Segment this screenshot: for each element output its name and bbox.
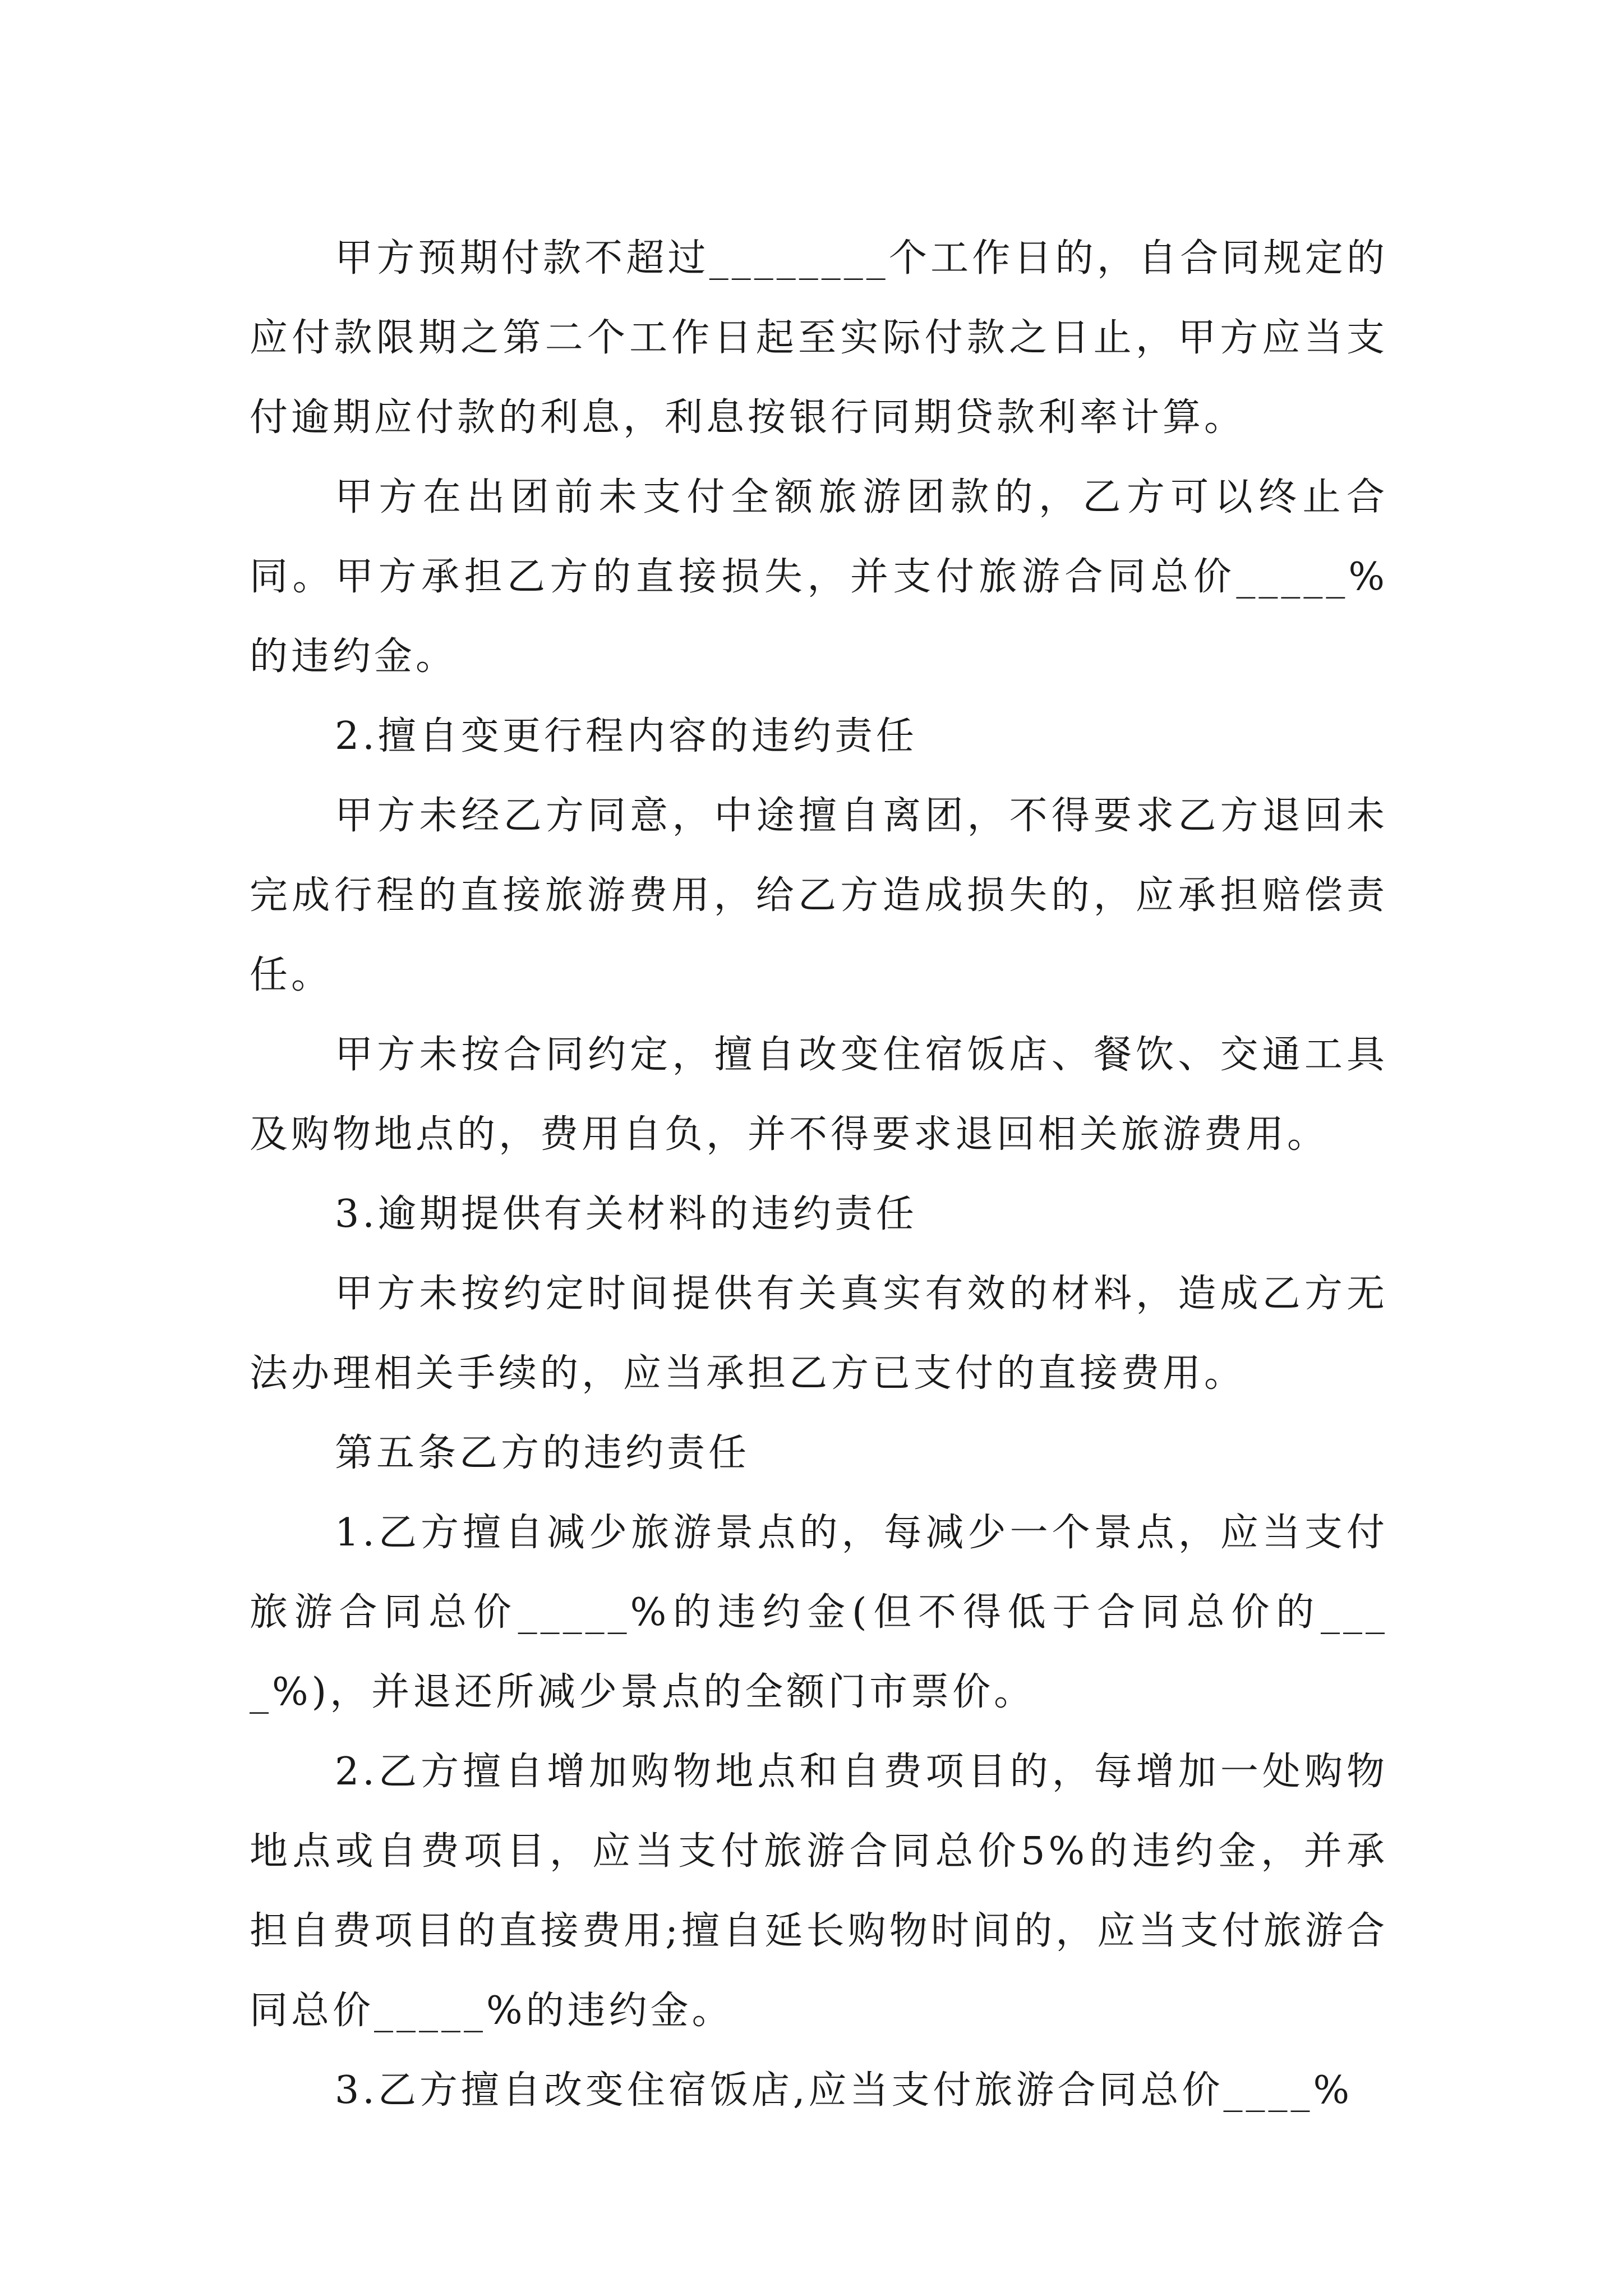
paragraph-late-materials: 甲方未按约定时间提供有关真实有效的材料，造成乙方无法办理相关手续的，应当承担乙方已支付的直接费用。 [250, 1272, 1388, 1396]
paragraph-leave-group: 甲方未经乙方同意，中途擅自离团，不得要求乙方退回未完成行程的直接旅游费用，给乙方造成损失的，应承担赔偿责任。 [250, 794, 1388, 997]
paragraph-late-payment: 甲方预期付款不超过________个工作日的，自合同规定的应付款限期之第二个工作日起至实际付款之日止，甲方应当支付逾期应付款的利息，利息按银行同期贷款利率计算。 [250, 236, 1388, 440]
paragraph-change-arrangements: 甲方未按合同约定，擅自改变住宿饭店、餐饮、交通工具及购物地点的，费用自负，并不得要求退回相关旅游费用。 [250, 1033, 1388, 1157]
article-heading-party-b-liability: 第五条乙方的违约责任 [335, 1431, 750, 1475]
section-heading-late-materials: 3.逾期提供有关材料的违约责任 [335, 1192, 917, 1236]
paragraph-change-hotel: 3.乙方擅自改变住宿饭店,应当支付旅游合同总价____% [335, 2068, 1353, 2113]
section-heading-itinerary-change: 2.擅自变更行程内容的违约责任 [335, 714, 917, 758]
paragraph-add-shopping: 2.乙方擅自增加购物地点和自费项目的，每增加一处购物地点或自费项目，应当支付旅游合同总价5%的违约金，并承担自费项目的直接费用;擅自延长购物时间的，应当支付旅游合同总价_____%的违约金。 [250, 1750, 1388, 2033]
document-page [250, 219, 1388, 2131]
paragraph-reduce-sights: 1.乙方擅自减少旅游景点的，每减少一个景点，应当支付旅游合同总价_____%的违约金(但不得低于合同总价的____%)，并退还所减少景点的全额门市票价。 [250, 1511, 1388, 1714]
paragraph-unpaid-fee: 甲方在出团前未支付全额旅游团款的，乙方可以终止合同。甲方承担乙方的直接损失，并支付旅游合同总价_____%的违约金。 [250, 475, 1388, 679]
